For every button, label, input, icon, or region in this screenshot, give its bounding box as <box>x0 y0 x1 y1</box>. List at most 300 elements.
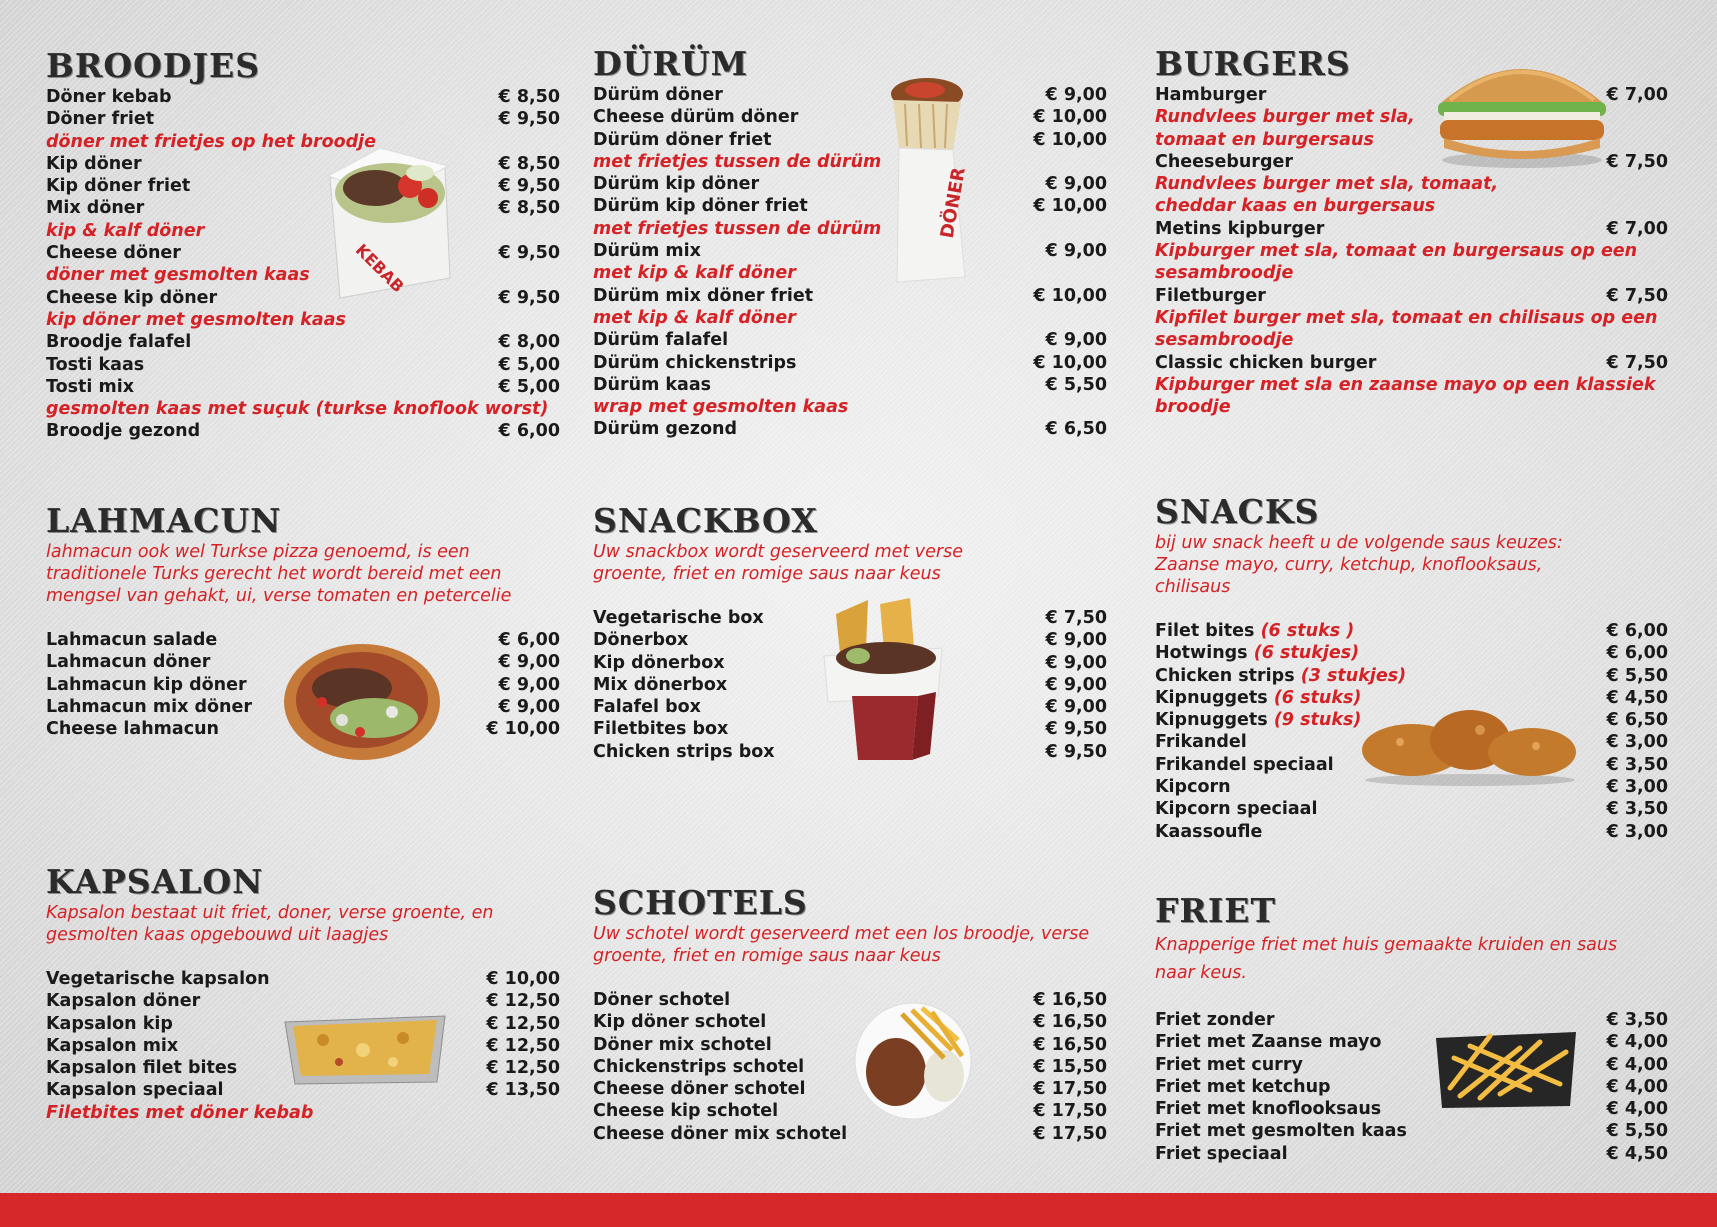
menu-item-row <box>1155 821 1668 843</box>
menu-item-name-wrap <box>46 242 181 264</box>
menu-item-name-wrap <box>46 420 200 442</box>
menu-item-name: Kipnuggets <box>1155 687 1268 708</box>
menu-item-name-wrap <box>593 1056 804 1078</box>
menu-item-name: Lahmacun kip döner <box>46 674 247 695</box>
menu-item-price: € 7,00 <box>1606 218 1668 239</box>
menu-item-price: € 3,50 <box>1606 799 1668 820</box>
section-broodjes <box>46 48 560 443</box>
menu-item-row <box>46 287 560 309</box>
menu-item-name: Falafel box <box>593 697 701 718</box>
item-description: döner met frietjes op het broodje <box>46 131 377 152</box>
menu-item-price: € 17,50 <box>1033 1101 1107 1122</box>
menu-item-row <box>46 331 560 353</box>
item-description: met kip & kalf döner <box>593 307 796 328</box>
menu-item-name-wrap <box>593 418 737 440</box>
item-description: sesambroodje <box>1155 330 1294 351</box>
menu-item-name-wrap <box>593 741 775 763</box>
menu-item-name-wrap <box>1155 776 1231 798</box>
menu-item-row <box>593 418 1107 440</box>
menu-item-price: € 5,00 <box>498 354 560 375</box>
menu-item-price: € 7,50 <box>1606 285 1668 306</box>
menu-item-row <box>593 674 1107 696</box>
menu-item-row <box>46 108 560 130</box>
menu-item-portion: (6 stuks) <box>1273 687 1362 708</box>
menu-item-name-wrap <box>593 285 813 307</box>
menu-item-row <box>593 1034 1107 1056</box>
menu-item-row <box>593 195 1107 217</box>
menu-item-name: Kapsalon döner <box>46 991 201 1012</box>
menu-item-price: € 7,50 <box>1606 352 1668 373</box>
menu-item-name: Dönerbox <box>593 630 689 651</box>
menu-item-portion: (9 stuks) <box>1273 710 1362 731</box>
menu-item-name: Friet met ketchup <box>1155 1076 1331 1097</box>
menu-item-name-wrap <box>593 173 759 195</box>
menu-item-name: Dürüm falafel <box>593 330 729 351</box>
menu-item-row <box>46 1057 560 1079</box>
section-lahmacun <box>46 503 560 740</box>
item-description: Kipburger met sla en zaanse mayo op een klassiek <box>1155 374 1656 395</box>
menu-item-price: € 6,00 <box>1606 621 1668 641</box>
menu-item-name-wrap <box>46 1035 178 1057</box>
menu-item-name-wrap <box>593 629 688 651</box>
menu-item-price: € 7,50 <box>1045 608 1107 628</box>
menu-item-price: € 3,50 <box>1606 754 1668 775</box>
menu-item-name-wrap <box>593 374 711 396</box>
menu-item-row <box>593 741 1107 763</box>
menu-item-price: € 12,50 <box>486 1013 560 1034</box>
menu-item-price: € 9,00 <box>1045 652 1107 673</box>
menu-item-name-wrap <box>1155 218 1324 240</box>
menu-item-row <box>593 1011 1107 1033</box>
menu-item-name: Broodje falafel <box>46 332 192 353</box>
menu-item-row <box>1155 1143 1668 1165</box>
section-schotels <box>593 885 1107 1145</box>
menu-item-row <box>593 374 1107 396</box>
menu-item-price: € 9,50 <box>498 287 560 308</box>
menu-item-row <box>1155 798 1668 820</box>
menu-item-name-wrap <box>1155 1031 1381 1053</box>
menu-item-row <box>46 175 560 197</box>
menu-item-row <box>46 197 560 219</box>
menu-item-price: € 10,00 <box>486 719 560 740</box>
menu-item-name: Mix dönerbox <box>593 674 728 695</box>
menu-item-price: € 4,00 <box>1606 1054 1668 1075</box>
menu-item-name-wrap <box>46 1079 224 1101</box>
snacks-list <box>1155 620 1668 843</box>
menu-item-row <box>46 718 560 740</box>
menu-item-price: € 3,50 <box>1606 1010 1668 1030</box>
menu-item-name-wrap <box>593 84 723 106</box>
menu-item-row <box>1155 84 1668 106</box>
menu-item-price: € 10,00 <box>1033 107 1107 128</box>
menu-item-name: Vegetarische kapsalon <box>46 969 270 989</box>
menu-item-name-wrap <box>46 1057 237 1079</box>
item-description: wrap met gesmolten kaas <box>593 397 849 418</box>
menu-item-portion: (6 stukjes) <box>1253 643 1360 664</box>
menu-item-price: € 9,00 <box>1045 174 1107 195</box>
item-description: cheddar kaas en burgersaus <box>1155 196 1436 217</box>
section-snackbox <box>593 503 1107 763</box>
section-friet <box>1155 893 1668 1165</box>
menu-item-row <box>593 352 1107 374</box>
menu-item-row <box>593 1100 1107 1122</box>
menu-item-price: € 9,00 <box>1045 85 1107 105</box>
menu-item-name: Mix döner <box>46 198 145 219</box>
menu-item-name: Cheese döner schotel <box>593 1079 806 1100</box>
menu-item-name-wrap <box>46 696 252 718</box>
menu-item-name: Dürüm mix döner friet <box>593 285 814 306</box>
menu-item-name-wrap <box>1155 665 1406 687</box>
menu-item-name: Broodje gezond <box>46 421 201 442</box>
section-burgers <box>1155 46 1668 418</box>
menu-item-name: Dürüm gezond <box>593 419 737 440</box>
menu-item-name-wrap <box>593 1034 772 1056</box>
menu-item-row <box>1155 285 1668 307</box>
menu-item-name: Hotwings <box>1155 643 1248 664</box>
menu-item-row <box>593 629 1107 651</box>
menu-item-name: Filetbites box <box>593 719 729 740</box>
menu-item-row <box>1155 709 1668 731</box>
item-description: gesmolten kaas met suçuk (turkse knoflook worst) <box>46 399 549 420</box>
menu-item-name: Frikandel speciaal <box>1155 754 1334 775</box>
menu-item-name-wrap <box>46 376 134 398</box>
item-description: met kip & kalf döner <box>593 263 796 284</box>
menu-item-name-wrap <box>46 331 191 353</box>
menu-item-price: € 4,00 <box>1606 1032 1668 1053</box>
menu-item-name: Döner kebab <box>46 87 172 107</box>
section-title-lahmacun: LAHMACUN <box>46 501 282 540</box>
menu-item-name: Lahmacun mix döner <box>46 696 252 717</box>
menu-item-name: Kip döner <box>46 153 142 174</box>
footer-red-bar <box>0 1193 1717 1227</box>
menu-item-name-wrap <box>1155 285 1266 307</box>
menu-item-row <box>1155 1054 1668 1076</box>
menu-item-row <box>46 420 560 442</box>
menu-item-name: Metins kipburger <box>1155 218 1325 239</box>
menu-item-name: Kaassoufle <box>1155 821 1263 842</box>
lahmacun-list <box>46 629 560 740</box>
menu-item-row <box>46 376 560 398</box>
menu-item-portion: (3 stukjes) <box>1300 665 1407 686</box>
menu-item-name: Frikandel <box>1155 732 1247 753</box>
menu-item-price: € 12,50 <box>486 991 560 1012</box>
menu-item-name-wrap <box>593 329 728 351</box>
menu-item-name-wrap <box>46 718 219 740</box>
menu-item-name: Friet met Zaanse mayo <box>1155 1032 1382 1053</box>
menu-item-row <box>46 86 560 108</box>
menu-item-name-wrap <box>1155 1076 1331 1098</box>
menu-item-name-wrap <box>593 674 727 696</box>
item-description: met frietjes tussen de dürüm <box>593 151 882 172</box>
menu-item-price: € 4,00 <box>1606 1099 1668 1120</box>
menu-item-name-wrap <box>46 153 142 175</box>
item-description: Kipburger met sla, tomaat en burgersaus op een <box>1155 241 1638 262</box>
menu-item-name-wrap <box>1155 151 1293 173</box>
item-description: tomaat en burgersaus <box>1155 129 1374 150</box>
menu-item-row <box>46 674 560 696</box>
menu-item-row <box>46 696 560 718</box>
menu-item-row <box>1155 665 1668 687</box>
schotels-intro: Uw schotel wordt geserveerd met een los broodje, verse groente, friet en romige saus naar keus <box>593 924 1090 966</box>
menu-item-price: € 9,00 <box>498 674 560 695</box>
section-title-kapsalon: KAPSALON <box>46 862 264 901</box>
menu-item-price: € 9,50 <box>1045 719 1107 740</box>
menu-item-name: Friet met gesmolten kaas <box>1155 1121 1407 1142</box>
menu-item-price: € 8,50 <box>498 198 560 219</box>
menu-item-portion: (6 stuks ) <box>1260 621 1355 641</box>
menu-item-name-wrap <box>46 197 144 219</box>
menu-item-price: € 6,50 <box>1045 419 1107 440</box>
menu-item-name-wrap <box>46 629 217 651</box>
menu-item-price: € 9,00 <box>1045 630 1107 651</box>
menu-item-name: Chicken strips <box>1155 665 1295 686</box>
burgers-list <box>1155 84 1668 418</box>
menu-item-name: Cheese lahmacun <box>46 719 220 740</box>
menu-item-row <box>1155 1031 1668 1053</box>
kapsalon-list <box>46 968 560 1124</box>
section-title-durum: DÜRÜM <box>593 44 749 83</box>
durum-list <box>593 84 1107 441</box>
menu-item-row <box>593 329 1107 351</box>
menu-item-price: € 8,50 <box>498 153 560 174</box>
menu-item-row <box>1155 1009 1668 1031</box>
menu-item-name: Dürüm chickenstrips <box>593 352 797 373</box>
menu-item-name: Friet met curry <box>1155 1054 1303 1075</box>
menu-item-row <box>46 153 560 175</box>
menu-item-price: € 5,50 <box>1606 665 1668 686</box>
menu-item-name: Tosti kaas <box>46 354 145 375</box>
menu-item-row <box>1155 1098 1668 1120</box>
snackbox-list <box>593 607 1107 763</box>
menu-item-name: Kapsalon speciaal <box>46 1080 224 1101</box>
menu-item-name: Friet speciaal <box>1155 1143 1288 1164</box>
menu-item-price: € 16,50 <box>1033 990 1107 1010</box>
menu-item-name: Döner mix schotel <box>593 1034 772 1055</box>
menu-item-name-wrap <box>1155 620 1354 642</box>
menu-item-name-wrap <box>593 1100 778 1122</box>
menu-item-name-wrap <box>1155 821 1262 843</box>
menu-item-price: € 9,00 <box>1045 241 1107 262</box>
menu-item-price: € 4,50 <box>1606 1143 1668 1164</box>
snacks-intro: bij uw snack heeft u de volgende saus keuzes: Zaanse mayo, curry, ketchup, knoflooksaus, chilisaus <box>1155 533 1563 597</box>
menu-item-name: Dürüm döner friet <box>593 129 772 150</box>
item-description: broodje <box>1155 397 1231 418</box>
menu-item-name-wrap <box>593 989 730 1011</box>
menu-item-name-wrap <box>46 287 217 309</box>
menu-item-price: € 5,00 <box>498 376 560 397</box>
schotels-list <box>593 989 1107 1145</box>
menu-item-price: € 9,00 <box>1045 330 1107 351</box>
menu-item-row <box>593 84 1107 106</box>
menu-item-row <box>1155 1076 1668 1098</box>
menu-item-name: Filet bites <box>1155 621 1255 641</box>
menu-item-name-wrap <box>1155 642 1359 664</box>
section-snacks <box>1155 494 1668 843</box>
menu-item-name-wrap <box>593 352 796 374</box>
kapsalon-intro: Kapsalon bestaat uit friet, doner, verse groente, en gesmolten kaas opgebouwd uit laagjes <box>46 903 494 945</box>
menu-item-name-wrap <box>593 1011 766 1033</box>
menu-item-name-wrap <box>593 195 808 217</box>
menu-item-name-wrap <box>593 718 728 740</box>
menu-item-price: € 7,50 <box>1606 151 1668 172</box>
friet-list <box>1155 1009 1668 1165</box>
menu-item-price: € 9,00 <box>1045 697 1107 718</box>
menu-item-price: € 10,00 <box>1033 352 1107 373</box>
snackbox-intro: Uw snackbox wordt geserveerd met verse groente, friet en romige saus naar keus <box>593 542 964 584</box>
menu-item-name-wrap <box>593 240 701 262</box>
menu-item-name: Dürüm kaas <box>593 374 712 395</box>
menu-item-name: Kip döner friet <box>46 176 191 197</box>
menu-item-name-wrap <box>1155 84 1266 106</box>
item-description: Rundvlees burger met sla, tomaat, <box>1155 174 1499 195</box>
menu-item-name-wrap <box>46 86 172 108</box>
section-kapsalon <box>46 864 560 1124</box>
section-title-snacks: SNACKS <box>1155 492 1320 531</box>
menu-item-price: € 6,50 <box>1606 710 1668 731</box>
menu-item-name: Tosti mix <box>46 376 135 397</box>
menu-item-row <box>46 629 560 651</box>
menu-item-name: Cheese dürüm döner <box>593 107 799 128</box>
menu-item-price: € 9,00 <box>498 652 560 673</box>
menu-item-row <box>46 1035 560 1057</box>
menu-item-row <box>593 106 1107 128</box>
menu-item-name: Lahmacun döner <box>46 652 211 673</box>
menu-item-name-wrap <box>46 990 200 1012</box>
menu-item-row <box>593 696 1107 718</box>
menu-item-name: Classic chicken burger <box>1155 352 1377 373</box>
menu-item-row <box>593 240 1107 262</box>
section-title-snackbox: SNACKBOX <box>593 501 818 540</box>
menu-item-price: € 12,50 <box>486 1035 560 1056</box>
menu-item-name: Cheese kip döner <box>46 287 218 308</box>
menu-item-name-wrap <box>593 1123 847 1145</box>
broodjes-photo-text: KEBAB <box>351 240 408 297</box>
menu-item-row <box>593 129 1107 151</box>
menu-item-name: Kapsalon mix <box>46 1035 179 1056</box>
section-title-burgers: BURGERS <box>1155 44 1351 83</box>
menu-item-name: Chicken strips box <box>593 741 775 762</box>
menu-item-price: € 7,00 <box>1606 85 1668 105</box>
menu-item-name: Friet met knoflooksaus <box>1155 1099 1382 1120</box>
menu-item-price: € 8,50 <box>498 87 560 107</box>
menu-item-name: Chickenstrips schotel <box>593 1056 805 1077</box>
menu-item-price: € 10,00 <box>1033 285 1107 306</box>
menu-item-price: € 15,50 <box>1033 1056 1107 1077</box>
menu-item-name: Kip dönerbox <box>593 652 725 673</box>
menu-item-row <box>593 652 1107 674</box>
menu-item-name-wrap <box>46 651 210 673</box>
menu-item-name-wrap <box>46 108 154 130</box>
menu-item-row <box>46 990 560 1012</box>
menu-item-row <box>46 1079 560 1101</box>
friet-intro: Knapperige friet met huis gemaakte kruiden en saus naar keus. <box>1155 935 1618 983</box>
menu-item-name-wrap <box>593 1078 806 1100</box>
menu-item-name-wrap <box>1155 1143 1288 1165</box>
menu-item-name-wrap <box>1155 352 1376 374</box>
menu-item-name: Kipcorn <box>1155 777 1231 798</box>
menu-item-name-wrap <box>1155 1120 1407 1142</box>
menu-item-name-wrap <box>1155 1009 1274 1031</box>
menu-item-name-wrap <box>1155 731 1247 753</box>
menu-item-price: € 5,50 <box>1045 374 1107 395</box>
menu-item-row <box>1155 151 1668 173</box>
section-title-broodjes: BROODJES <box>46 46 261 85</box>
menu-item-row <box>46 354 560 376</box>
item-description: sesambroodje <box>1155 263 1294 284</box>
menu-item-price: € 4,50 <box>1606 687 1668 708</box>
menu-item-row <box>1155 731 1668 753</box>
menu-item-name-wrap <box>1155 754 1334 776</box>
menu-item-price: € 16,50 <box>1033 1034 1107 1055</box>
section-title-friet: FRIET <box>1155 891 1276 930</box>
menu-item-price: € 9,00 <box>1045 674 1107 695</box>
menu-item-row <box>593 1056 1107 1078</box>
menu-item-price: € 9,50 <box>1045 741 1107 762</box>
menu-item-name: Friet zonder <box>1155 1010 1275 1030</box>
menu-item-name: Cheese döner <box>46 243 181 264</box>
menu-item-row <box>46 651 560 673</box>
menu-item-row <box>1155 642 1668 664</box>
menu-item-price: € 12,50 <box>486 1058 560 1079</box>
menu-item-name-wrap <box>593 607 764 629</box>
menu-item-price: € 5,50 <box>1606 1121 1668 1142</box>
menu-item-name: Kipnuggets <box>1155 710 1268 731</box>
menu-item-name-wrap <box>1155 1098 1381 1120</box>
menu-item-name: Dürüm kip döner <box>593 174 760 195</box>
menu-item-price: € 13,50 <box>486 1080 560 1101</box>
menu-item-name: Kip döner schotel <box>593 1012 767 1033</box>
menu-item-row <box>1155 754 1668 776</box>
menu-item-name: Cheese kip schotel <box>593 1101 779 1122</box>
menu-item-price: € 6,00 <box>1606 643 1668 664</box>
menu-item-price: € 10,00 <box>1033 196 1107 217</box>
menu-item-price: € 9,00 <box>498 696 560 717</box>
lahmacun-intro: lahmacun ook wel Turkse pizza genoemd, is een traditionele Turks gerecht het wordt bereid met een mengsel van gehakt, ui, verse tomaten en petercelie <box>46 542 512 606</box>
menu-item-name: Kipcorn speciaal <box>1155 799 1318 820</box>
menu-item-name-wrap <box>593 652 725 674</box>
broodjes-list <box>46 86 560 443</box>
menu-item-price: € 3,00 <box>1606 777 1668 798</box>
menu-item-name-wrap <box>593 696 701 718</box>
menu-item-row <box>1155 218 1668 240</box>
menu-item-price: € 6,00 <box>498 421 560 442</box>
menu-item-price: € 3,00 <box>1606 732 1668 753</box>
menu-item-row <box>1155 776 1668 798</box>
menu-item-name-wrap <box>46 1013 173 1035</box>
menu-item-name-wrap <box>1155 687 1361 709</box>
menu-item-row <box>593 285 1107 307</box>
menu-item-row <box>593 989 1107 1011</box>
menu-item-row <box>46 242 560 264</box>
menu-item-price: € 9,50 <box>498 176 560 197</box>
item-description: Rundvlees burger met sla, <box>1155 107 1415 128</box>
item-description: Kipfilet burger met sla, tomaat en chilisaus op een <box>1155 307 1658 328</box>
menu-item-row <box>1155 620 1668 642</box>
menu-item-row <box>593 718 1107 740</box>
menu-item-name-wrap <box>593 129 771 151</box>
menu-item-price: € 17,50 <box>1033 1123 1107 1144</box>
item-description: kip & kalf döner <box>46 220 205 241</box>
item-description: döner met gesmolten kaas <box>46 265 310 286</box>
menu-item-row <box>1155 687 1668 709</box>
menu-item-name-wrap <box>593 106 798 128</box>
menu-item-name-wrap <box>46 968 270 990</box>
menu-item-price: € 17,50 <box>1033 1079 1107 1100</box>
menu-item-name: Dürüm döner <box>593 85 723 105</box>
item-description: kip döner met gesmolten kaas <box>46 309 346 330</box>
menu-item-name-wrap <box>46 354 144 376</box>
menu-item-price: € 8,00 <box>498 332 560 353</box>
